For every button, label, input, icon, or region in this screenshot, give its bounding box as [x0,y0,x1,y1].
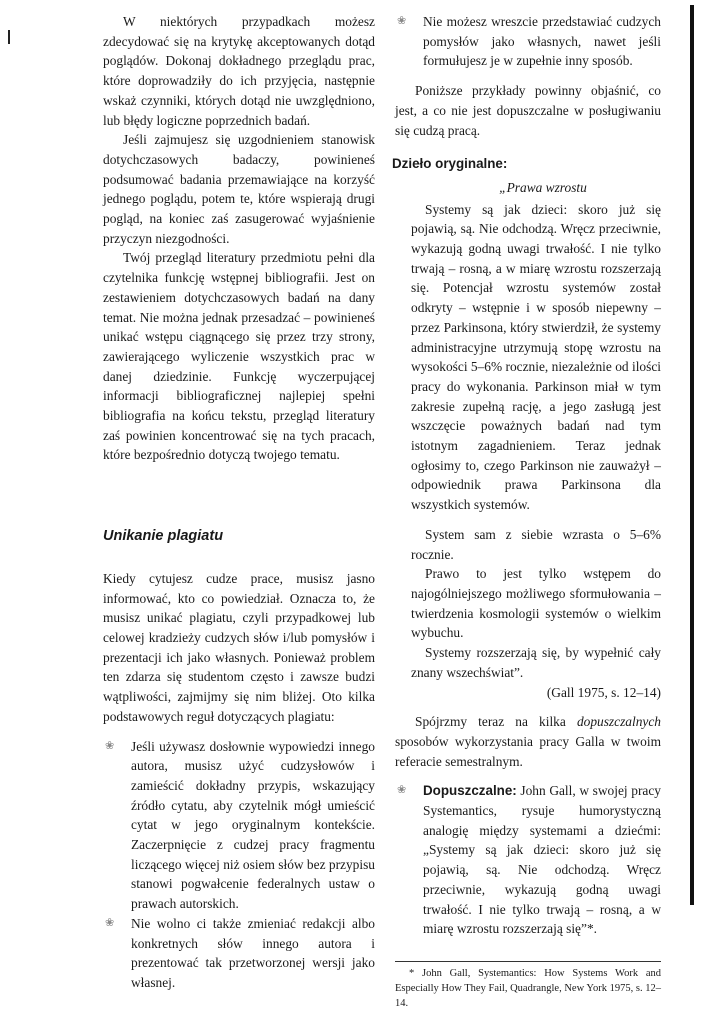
page-edge-mark [8,30,10,44]
bullet-icon: ❀ [105,739,115,752]
emphasis: dopuszczalnych [576,714,661,730]
list-item-text: Nie możesz wreszcie przedstawiać cudzych pomysłów jako własnych, nawet jeśli formułujesz je w zupełnie inny sposób. [423,14,661,69]
bullet-icon: ❀ [105,916,115,929]
subheading: Dzieło oryginalne: [392,156,508,172]
block-quote [395,178,661,702]
quote-paragraph: Systemy są jak dzieci: skoro już się pojawią, są. Nie odchodzą. Wręcz przeciwnie, wykazują godną uwagi trwałość. I nie tylko trwają – rosną, a w miarę wzrostu rozszerzają się. Potencjał wzrostu systemów został odkryty – wstępnie i w sposób niepewny – przez Parkinsona, który stwierdził, że systemy administracyjne utrzymują stopę wzrostu na wysokości 5–6% rocznie, niezależnie od ilości pracy do wykonania. Parkinson miał w tym zakresie zupełną rację, a jego zasługą jest wszczęcie poważnych badań nad tym istotnym zagadnieniem. Teraz jednak ogłosimy to, czego Parkinson nie zauważył – odpowiednik prawa Parkinsona dla wszystkich systemów. [411,201,661,513]
page-binding-edge [690,5,694,905]
intro-paragraph: Kiedy cytujesz cudze prace, musisz jasno informować, kto co powiedział. Oznacza to, że musisz unikać plagiatu, czyli przypadkowej lub celowej kradzieży cudzych słów i/lub pomysłów i prezentacji ich jako własnych. Ponieważ problem ten zdarza się studentom często i zawsze budzi wątpliwości, zajmijmy się nim bliżej. Oto kilka podstawowych reguł dotyczących plagiatu: [103,570,375,724]
section-heading: Unikanie plagiatu [103,528,224,545]
text-run: sposobów wykorzystania pracy Galla w twoim referacie semestralnym. [395,733,661,769]
paragraph [395,712,661,771]
paragraph: Poniższe przykłady powinny objaśnić, co jest, a co nie jest dopuszczalne w posługiwaniu się cudzą pracą. [395,83,661,138]
list-item-text: Jeśli używasz dosłownie wypowiedzi innego autora, musisz użyć cudzysłowów i zamieścić dokładny przypis, wskazujący źródło cytatu, aby czytelnik mógł umieścić cytat w jego oryginalnym kontekście. Zaczerpnięcie z cudzej pracy fragmentu liczącego więcej niż osiem słów bez przypisu stanowi pogwałcenie federalnych ustaw o prawach autorskich. [131,738,375,912]
paragraph: W niektórych przypadkach możesz zdecydować się na krytykę akceptowanych dotąd poglądów. Dokonaj dokładnego przeglądu prac, które doprowadziły do ich przyjęcia, następnie wskaż czynniki, których dotąd nie uwzględniono, lub błędy logiczne poprzednich badań. [103,14,375,128]
quote-paragraph: System sam z siebie wzrasta o 5–6% rocznie. [411,526,661,562]
list-item-text: Nie wolno ci także zmieniać redakcji albo konkretnych słów innego autora i prezentować tak przetworzonej wersji jako własnej. [131,915,375,990]
quote-paragraph: Prawo to jest tylko wstępem do najogólniejszego możliwego sformułowania – twierdzenia kosmologii systemów o wielkim wybuchu. [411,566,661,641]
acceptable-label: Dopuszczalne: [423,783,517,799]
left-column [103,12,375,993]
paragraph: Twój przegląd literatury przedmiotu pełni dla czytelnika funkcję wstępnej bibliografii. Jest on zestawieniem dotychczasowych badań na dany temat. Nie można jednak przesadzać – powinieneś unikać wstępu ciągnącego się przez trzy strony, zawierającego wyliczenie wszystkich prac w danej dziedzinie. Funkcję wyczerpującej informacji bibliograficznej najlepiej spełni bibliografia na końcu tekstu, przegląd literatury zaś powinien koncentrować się na tych pracach, które bezpośrednio dotyczą twojego tematu. [103,250,375,463]
list-item [103,914,375,993]
bullet-icon: ❀ [397,784,407,797]
list-item [395,12,661,71]
quote-source: (Gall 1975, s. 12–14) [546,684,661,700]
text-run: Spójrzmy teraz na kilka [415,714,577,730]
list-item [103,737,375,914]
bullet-icon: ❀ [397,15,407,27]
paragraph: Jeśli zajmujesz się uzgodnieniem stanowisk dotychczasowych badaczy, powinieneś podsumować badania przemawiające na korzyść jednego poglądu, potem te, które wspierają drugi pogląd, na koniec zaś zasugerować wyjaśnienie przyczyn niezgodności. [103,132,375,246]
quote-paragraph: Systemy rozszerzają się, by wypełnić cały znany wszechświat”. [411,645,661,680]
right-column [392,12,661,1011]
list-item [395,781,661,939]
list-item-text: John Gall, w swojej pracy Systemantics, rysuje humorystyczną analogię między systemami a dziećmi: „Systemy są jak dzieci: skoro już się pojawią, są. Nie odchodzą. Wręcz przeciwnie, wykazują godną uwagi trwałość. I nie tylko trwają – rosną, a w miarę wzrostu rozszerzają się”*. [423,783,661,937]
quote-title: „Prawa wzrostu [499,179,587,195]
footnote: * John Gall, Systemantics: How Systems Work and Especially How They Fail, Quadrangle, New York 1975, s. 12–14. [395,961,661,1011]
